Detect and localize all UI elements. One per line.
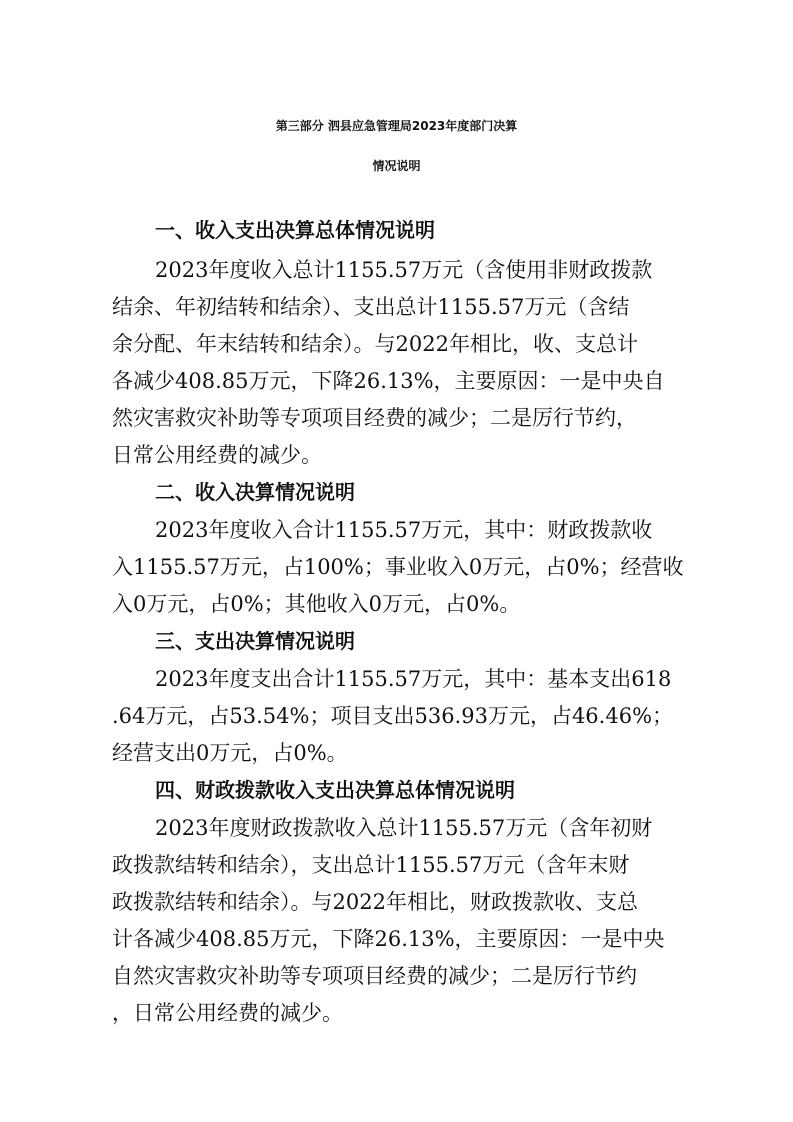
section-heading-3: 三、支出决算情况说明 bbox=[155, 629, 355, 653]
section-heading-2: 二、收入决算情况说明 bbox=[155, 480, 355, 504]
section-1-paragraph-line: 然灾害救灾补助等专项项目经费的减少；二是厉行节约， bbox=[112, 406, 637, 430]
section-3-paragraph-line: .64万元，占53.54%；项目支出536.93万元，占46.46%； bbox=[112, 704, 674, 728]
section-4-paragraph-line: 自然灾害救灾补助等专项项目经费的减少；二是厉行节约 bbox=[112, 964, 637, 988]
section-4-paragraph-line: 政拨款结转和结余），支出总计1155.57万元（含年末财 bbox=[112, 853, 630, 877]
page-title-continuation: 情况说明 bbox=[372, 159, 421, 173]
page-title: 第三部分 泗县应急管理局2023年度部门决算 bbox=[275, 119, 518, 133]
section-4-paragraph-line: 计各减少408.85万元，下降26.13%，主要原因：一是中央 bbox=[112, 927, 665, 951]
section-2-paragraph-line: 入0万元，占0%；其他收入0万元，占0%。 bbox=[112, 592, 521, 616]
section-3-paragraph-line: 2023年度支出合计1155.57万元，其中：基本支出618 bbox=[155, 667, 672, 691]
section-4-paragraph-line: ，日常公用经费的减少。 bbox=[112, 1001, 343, 1025]
section-heading-1: 一、收入支出决算总体情况说明 bbox=[155, 218, 435, 242]
section-1-paragraph-line: 日常公用经费的减少。 bbox=[112, 443, 322, 467]
section-1-paragraph-line: 余分配、年末结转和结余）。与2022年相比，收、支总计 bbox=[112, 332, 638, 356]
section-2-paragraph-line: 入1155.57万元，占100%；事业收入0万元，占0%；经营收 bbox=[112, 555, 684, 579]
section-2-paragraph-line: 2023年度收入合计1155.57万元，其中：财政拨款收 bbox=[155, 518, 653, 542]
section-3-paragraph-line: 经营支出0万元，占0%。 bbox=[112, 741, 348, 765]
section-1-paragraph-line: 2023年度收入总计1155.57万元（含使用非财政拨款 bbox=[155, 258, 653, 282]
section-4-paragraph-line: 2023年度财政拨款收入总计1155.57万元（含年初财 bbox=[155, 816, 653, 840]
section-1-paragraph-line: 各减少408.85万元，下降26.13%，主要原因：一是中央自 bbox=[112, 369, 665, 393]
section-4-paragraph-line: 政拨款结转和结余）。与2022年相比，财政拨款收、支总 bbox=[112, 890, 638, 914]
section-1-paragraph-line: 结余、年初结转和结余）、支出总计1155.57万元（含结 bbox=[112, 295, 630, 319]
section-heading-4: 四、财政拨款收入支出决算总体情况说明 bbox=[155, 778, 515, 802]
